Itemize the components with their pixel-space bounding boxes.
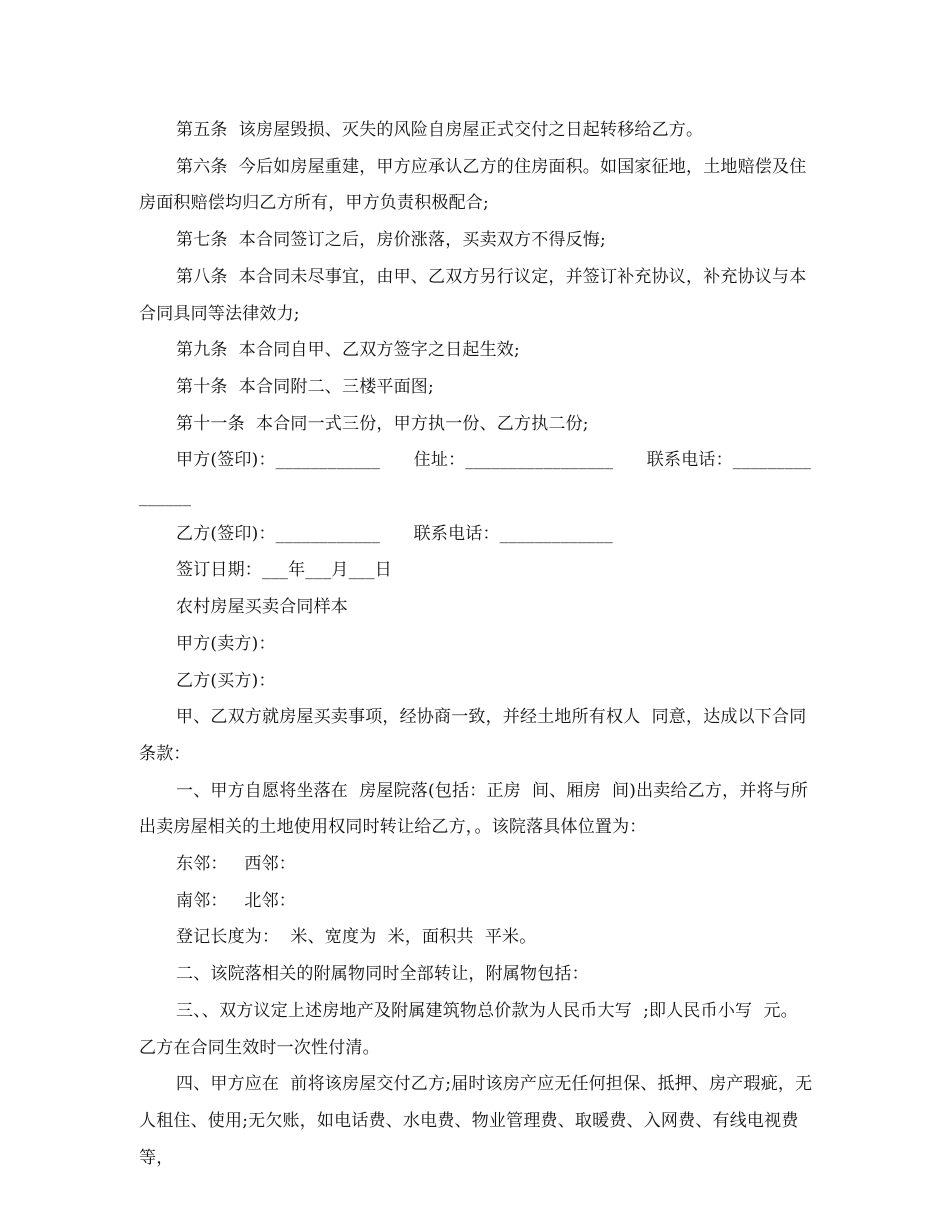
party-b-signature-line: 乙方(签印)：____________ 联系电话：_____________ [176,523,613,544]
south-north-neighbors: 南邻： 北邻： [176,890,297,911]
article-2: 二、该院落相关的附属物同时全部转让，附属物包括： [176,964,589,985]
clause-8: 第八条 本合同未尽事宜，由甲、乙双方另行议定，并签订补充协议，补充协议与本合同具同等法律效力; [139,266,807,324]
clause-7: 第七条 本合同签订之后，房价涨落，买卖双方不得反悔; [176,230,606,251]
east-west-neighbors: 东邻： 西邻： [176,854,297,875]
article-4: 四、甲方应在 前将该房屋交付乙方;届时该房产应无任何担保、抵押、房产瑕疵，无人租住、使用;无欠账，如电话费、水电费、物业管理费、取暖费、入网费、有线电视费等， [139,1074,813,1168]
article-3: 三、、双方议定上述房地产及附属建筑物总价款为人民币大写 ;即人民币小写 元。乙方在合同生效时一次性付清。 [139,1000,798,1058]
seller-line: 甲方(卖方)： [176,633,276,654]
buyer-line: 乙方(买方)： [176,670,276,691]
clause-6: 第六条 今后如房屋重建，甲方应承认乙方的住房面积。如国家征地，土地赔偿及住房面积赔偿均归乙方所有，甲方负责积极配合; [139,156,807,214]
party-a-signature-line: 甲方(签印)：____________ 住址：_________________ 联系电话：_______________ [139,450,812,508]
registered-dimensions: 登记长度为： 米、宽度为 米，面积共 平米。 [176,927,537,948]
contract-text [139,112,815,1176]
preamble: 甲、乙双方就房屋买卖事项，经协商一致，并经土地所有权人 同意，达成以下合同条款： [139,707,807,764]
clause-10: 第十条 本合同附二、三楼平面图; [176,376,434,397]
clause-11: 第十一条 本合同一式三份，甲方执一份、乙方执二份; [176,413,589,434]
clause-5: 第五条 该房屋毁损、灭失的风险自房屋正式交付之日起转移给乙方。 [176,120,704,140]
clause-9: 第九条 本合同自甲、乙双方签字之日起生效; [176,340,520,361]
signing-date: 签订日期：___年___月___日 [176,560,392,581]
article-1: 一、甲方自愿将坐落在 房屋院落(包括：正房 间、厢房 间)出卖给乙方，并将与所出卖房屋相关的土地使用权同时转让给乙方，。该院落具体位置为： [139,780,809,838]
sample-title: 农村房屋买卖合同样本 [176,597,348,618]
